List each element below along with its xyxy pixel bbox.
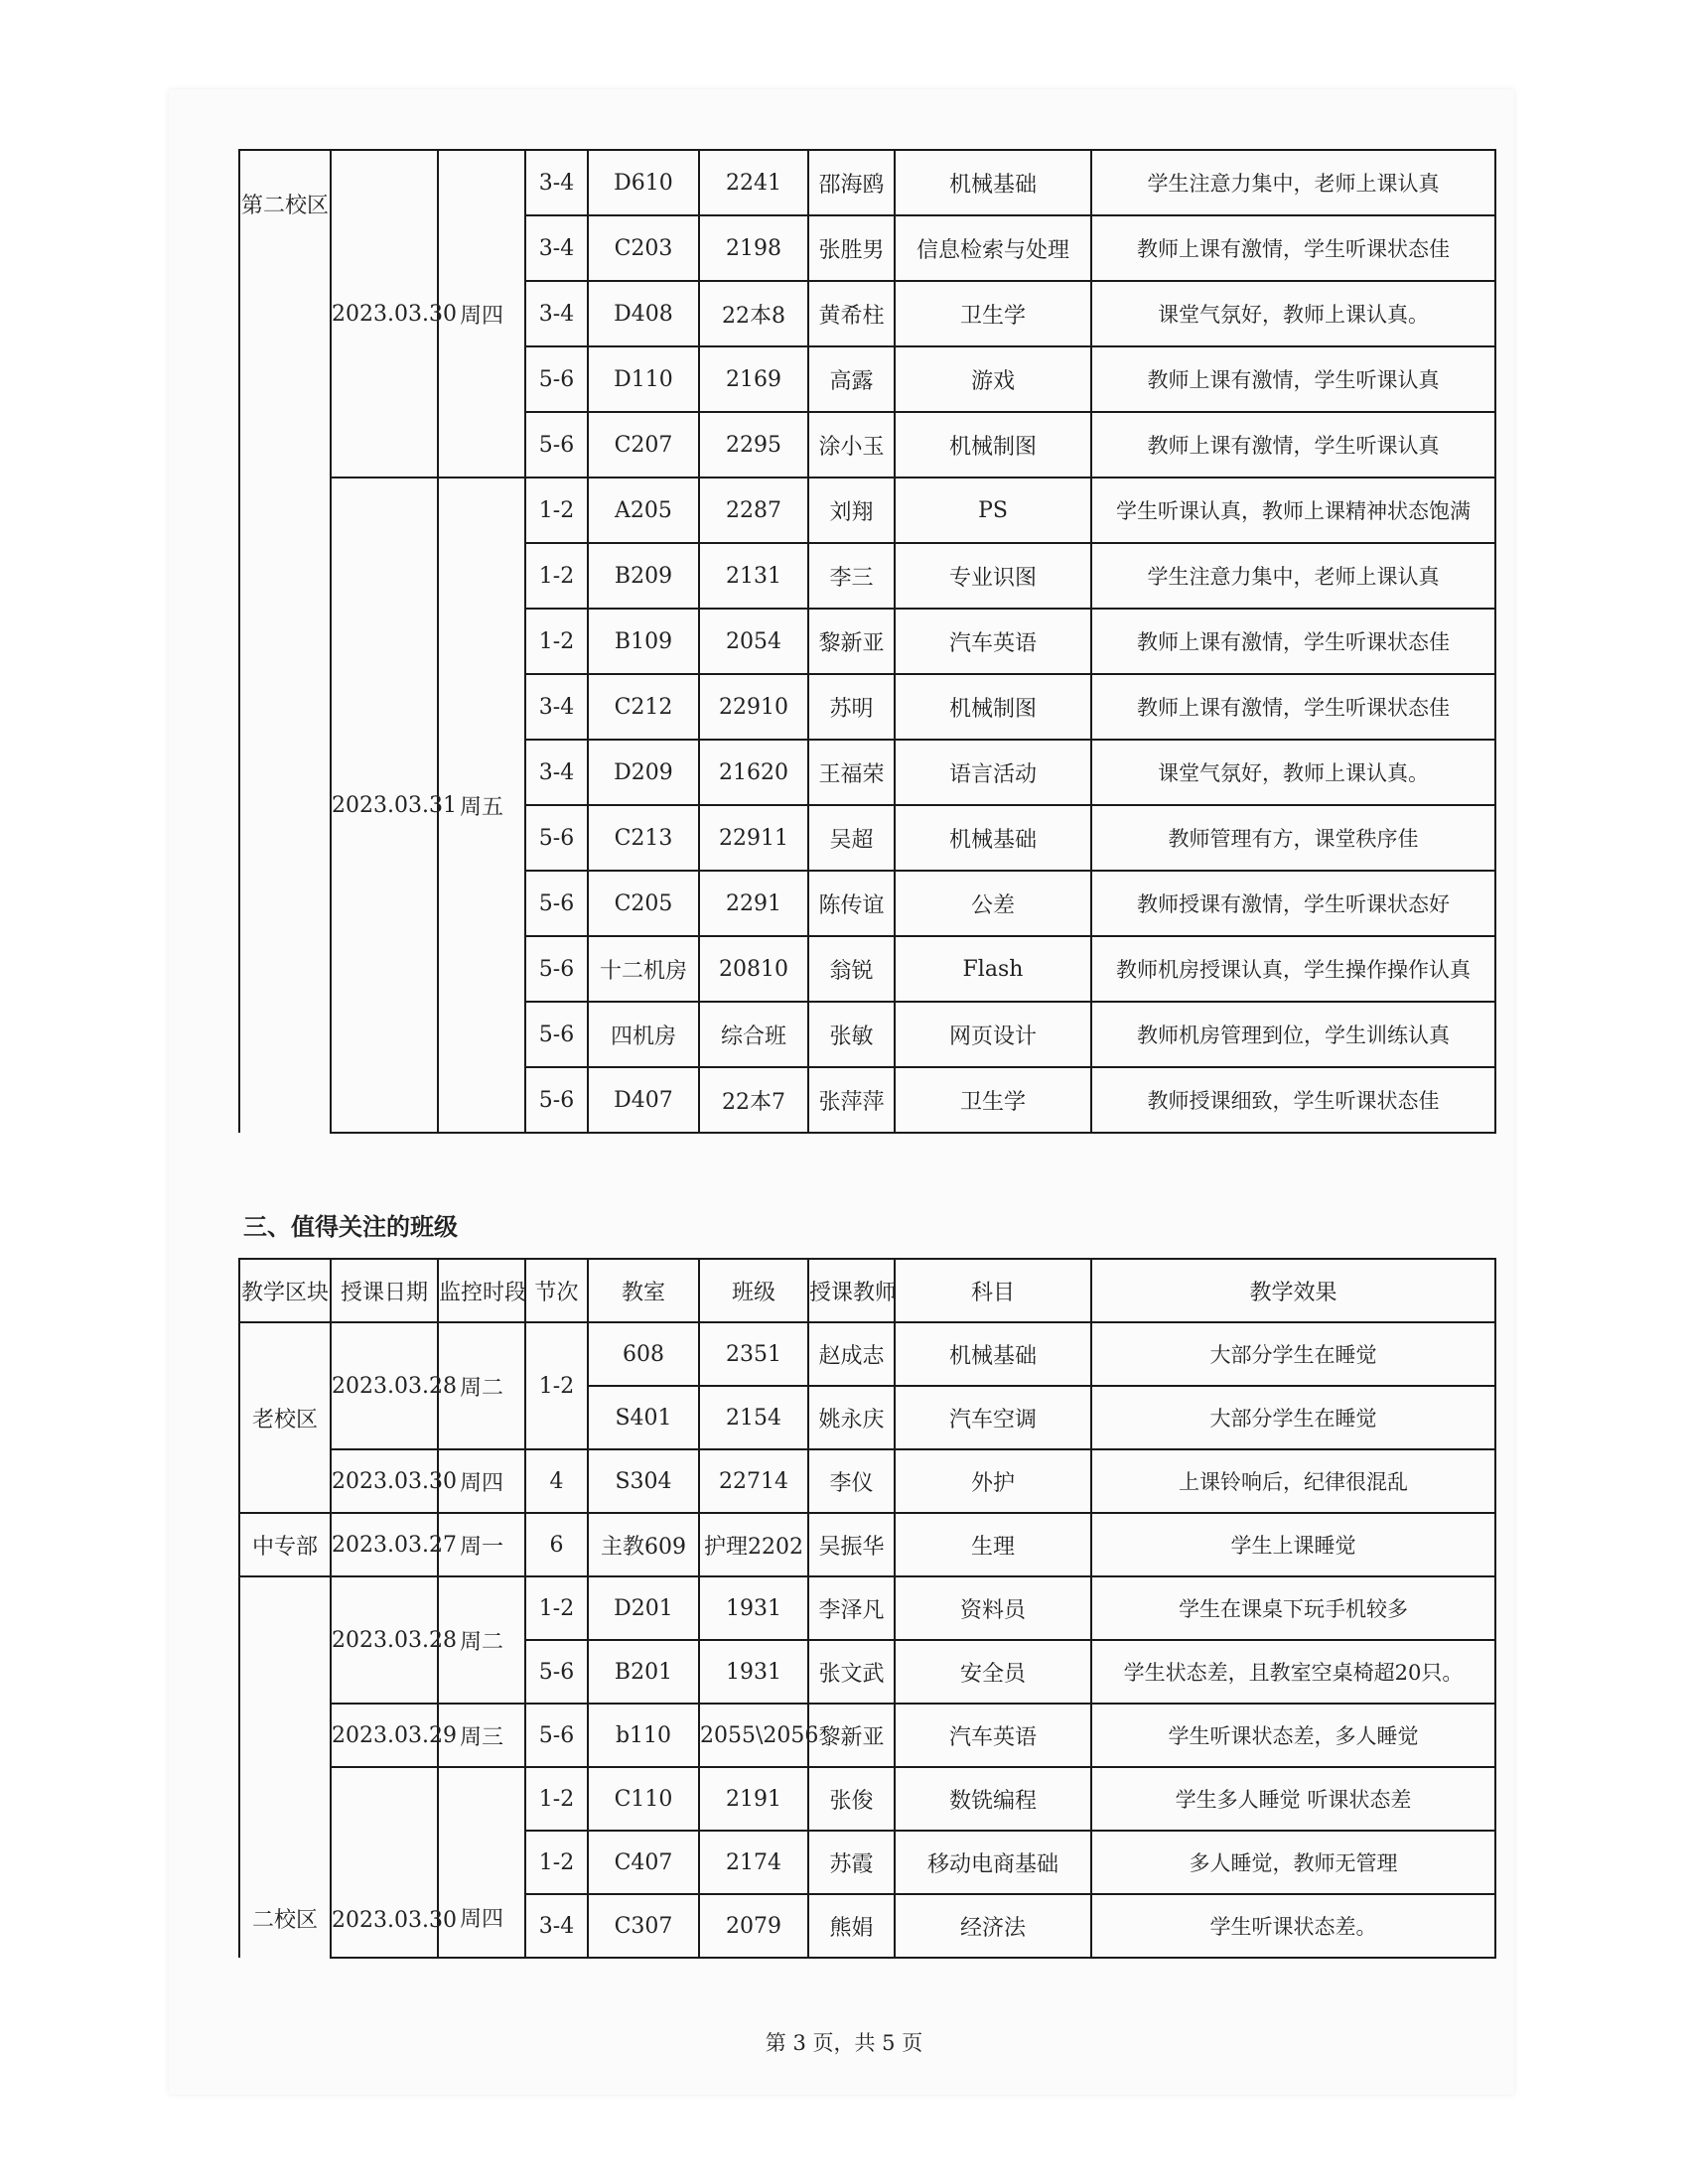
teacher-cell: 张胜男 <box>808 215 895 281</box>
column-header: 授课教师 <box>808 1259 895 1322</box>
effect-cell: 教师机房管理到位，学生训练认真 <box>1091 1002 1495 1067</box>
teacher-cell: 姚永庆 <box>808 1386 895 1449</box>
class-cell: 22本7 <box>699 1067 808 1133</box>
effect-cell: 多人睡觉，教师无管理 <box>1091 1831 1495 1894</box>
subject-cell: 信息检索与处理 <box>895 215 1091 281</box>
teacher-cell: 吴超 <box>808 805 895 871</box>
table-row <box>239 1767 1495 1831</box>
effect-cell: 学生注意力集中，老师上课认真 <box>1091 543 1495 609</box>
room-cell: D110 <box>588 346 699 412</box>
period-cell: 3-4 <box>525 740 588 805</box>
effect-cell: 学生上课睡觉 <box>1091 1513 1495 1576</box>
campus-cell: 中专部 <box>239 1513 331 1576</box>
period-cell: 1-2 <box>525 609 588 674</box>
date-cell: 2023.03.28 <box>331 1322 438 1449</box>
subject-cell: 专业识图 <box>895 543 1091 609</box>
column-header: 科目 <box>895 1259 1091 1322</box>
subject-cell: 汽车英语 <box>895 609 1091 674</box>
class-cell: 1931 <box>699 1576 808 1640</box>
column-header: 监控时段 <box>438 1259 525 1322</box>
effect-cell: 学生听课状态差，多人睡觉 <box>1091 1704 1495 1767</box>
class-cell: 22714 <box>699 1449 808 1513</box>
campus-cell: 二校区 <box>239 1576 331 1958</box>
class-cell: 2154 <box>699 1386 808 1449</box>
class-cell: 2054 <box>699 609 808 674</box>
teacher-cell: 苏明 <box>808 674 895 740</box>
period-cell: 5-6 <box>525 346 588 412</box>
weekday-cell: 周二 <box>438 1322 525 1449</box>
date-cell: 2023.03.28 <box>331 1576 438 1704</box>
teacher-cell: 李三 <box>808 543 895 609</box>
room-cell: S401 <box>588 1386 699 1449</box>
class-cell: 护理2202 <box>699 1513 808 1576</box>
class-cell: 22本8 <box>699 281 808 346</box>
class-cell: 20810 <box>699 936 808 1002</box>
effect-cell: 教师授课细致，学生听课状态佳 <box>1091 1067 1495 1133</box>
weekday-cell: 周四 <box>438 150 525 478</box>
period-cell: 5-6 <box>525 805 588 871</box>
period-cell: 5-6 <box>525 412 588 478</box>
column-header: 教室 <box>588 1259 699 1322</box>
teacher-cell: 邵海鸥 <box>808 150 895 215</box>
page-number: 第 3 页，共 5 页 <box>765 2031 923 2055</box>
section-title: 三、值得关注的班级 <box>243 1213 458 1241</box>
subject-cell: 数铣编程 <box>895 1767 1091 1831</box>
class-cell: 2198 <box>699 215 808 281</box>
subject-cell: 机械基础 <box>895 150 1091 215</box>
weekday-cell: 周三 <box>438 1704 525 1767</box>
teacher-cell: 吴振华 <box>808 1513 895 1576</box>
class-cell: 2169 <box>699 346 808 412</box>
effect-cell: 教师上课有激情，学生听课状态佳 <box>1091 609 1495 674</box>
effect-cell: 上课铃响后，纪律很混乱 <box>1091 1449 1495 1513</box>
table-row <box>239 1576 1495 1640</box>
table-row <box>239 150 1495 215</box>
period-cell: 6 <box>525 1513 588 1576</box>
period-cell: 5-6 <box>525 1704 588 1767</box>
room-cell: S304 <box>588 1449 699 1513</box>
teacher-cell: 黄希柱 <box>808 281 895 346</box>
room-cell: B209 <box>588 543 699 609</box>
class-cell: 2055\2056 <box>699 1704 808 1767</box>
effect-cell: 教师上课有激情，学生听课状态佳 <box>1091 215 1495 281</box>
room-cell: C213 <box>588 805 699 871</box>
teacher-cell: 黎新亚 <box>808 609 895 674</box>
class-cell: 22910 <box>699 674 808 740</box>
subject-cell: 汽车空调 <box>895 1386 1091 1449</box>
room-cell: 四机房 <box>588 1002 699 1067</box>
weekday-cell: 周四 <box>438 1767 525 1958</box>
period-cell: 5-6 <box>525 871 588 936</box>
room-cell: 十二机房 <box>588 936 699 1002</box>
attention-classes-table <box>238 1258 1496 1959</box>
table-row <box>239 1322 1495 1386</box>
effect-cell: 学生在课桌下玩手机较多 <box>1091 1576 1495 1640</box>
period-cell: 1-2 <box>525 478 588 543</box>
subject-cell: 机械基础 <box>895 1322 1091 1386</box>
effect-cell: 课堂气氛好，教师上课认真。 <box>1091 740 1495 805</box>
period-cell: 1-2 <box>525 1767 588 1831</box>
teacher-cell: 李泽凡 <box>808 1576 895 1640</box>
teacher-cell: 李仪 <box>808 1449 895 1513</box>
room-cell: C407 <box>588 1831 699 1894</box>
column-header: 教学区块 <box>239 1259 331 1322</box>
weekday-cell: 周四 <box>438 1449 525 1513</box>
subject-cell: 机械基础 <box>895 805 1091 871</box>
period-cell: 3-4 <box>525 1894 588 1958</box>
room-cell: D201 <box>588 1576 699 1640</box>
subject-cell: 机械制图 <box>895 674 1091 740</box>
period-cell: 3-4 <box>525 150 588 215</box>
room-cell: A205 <box>588 478 699 543</box>
subject-cell: 外护 <box>895 1449 1091 1513</box>
effect-cell: 教师上课有激情，学生听课认真 <box>1091 346 1495 412</box>
room-cell: C212 <box>588 674 699 740</box>
class-cell: 2287 <box>699 478 808 543</box>
period-cell: 3-4 <box>525 215 588 281</box>
table-row <box>239 478 1495 543</box>
table-row <box>239 1513 1495 1576</box>
subject-cell: 卫生学 <box>895 1067 1091 1133</box>
period-cell: 5-6 <box>525 1002 588 1067</box>
teacher-cell: 高露 <box>808 346 895 412</box>
column-header: 节次 <box>525 1259 588 1322</box>
class-cell: 2241 <box>699 150 808 215</box>
period-cell: 1-2 <box>525 1322 588 1449</box>
period-cell: 5-6 <box>525 1067 588 1133</box>
effect-cell: 学生听课认真，教师上课精神状态饱满 <box>1091 478 1495 543</box>
period-cell: 3-4 <box>525 674 588 740</box>
weekday-cell: 周五 <box>438 478 525 1133</box>
effect-cell: 课堂气氛好，教师上课认真。 <box>1091 281 1495 346</box>
effect-cell: 学生多人睡觉 听课状态差 <box>1091 1767 1495 1831</box>
effect-cell: 大部分学生在睡觉 <box>1091 1322 1495 1386</box>
date-cell: 2023.03.31 <box>331 478 438 1133</box>
class-cell: 2191 <box>699 1767 808 1831</box>
table-row <box>239 1704 1495 1767</box>
effect-cell: 教师上课有激情，学生听课状态佳 <box>1091 674 1495 740</box>
campus-cell: 第二校区 <box>239 150 331 1133</box>
subject-cell: 安全员 <box>895 1640 1091 1704</box>
room-cell: B109 <box>588 609 699 674</box>
teacher-cell: 苏霞 <box>808 1831 895 1894</box>
class-cell: 2131 <box>699 543 808 609</box>
date-cell: 2023.03.27 <box>331 1513 438 1576</box>
subject-cell: 机械制图 <box>895 412 1091 478</box>
subject-cell: 语言活动 <box>895 740 1091 805</box>
class-cell: 2079 <box>699 1894 808 1958</box>
effect-cell: 教师管理有方，课堂秩序佳 <box>1091 805 1495 871</box>
column-header: 教学效果 <box>1091 1259 1495 1322</box>
header-row <box>239 1259 1495 1322</box>
effect-cell: 学生状态差，且教室空桌椅超20只。 <box>1091 1640 1495 1704</box>
teacher-cell: 张俊 <box>808 1767 895 1831</box>
room-cell: D408 <box>588 281 699 346</box>
period-cell: 5-6 <box>525 1640 588 1704</box>
patrol-record-table <box>238 149 1496 1134</box>
effect-cell: 学生注意力集中，老师上课认真 <box>1091 150 1495 215</box>
period-cell: 1-2 <box>525 1831 588 1894</box>
room-cell: D209 <box>588 740 699 805</box>
date-cell: 2023.03.30 <box>331 1449 438 1513</box>
column-header: 授课日期 <box>331 1259 438 1322</box>
teacher-cell: 陈传谊 <box>808 871 895 936</box>
room-cell: 主教609 <box>588 1513 699 1576</box>
period-cell: 1-2 <box>525 1576 588 1640</box>
room-cell: B201 <box>588 1640 699 1704</box>
period-cell: 3-4 <box>525 281 588 346</box>
room-cell: C207 <box>588 412 699 478</box>
teacher-cell: 张文武 <box>808 1640 895 1704</box>
class-cell: 21620 <box>699 740 808 805</box>
campus-cell: 老校区 <box>239 1322 331 1513</box>
table-row <box>239 1449 1495 1513</box>
class-cell: 2351 <box>699 1322 808 1386</box>
subject-cell: Flash <box>895 936 1091 1002</box>
weekday-cell: 周二 <box>438 1576 525 1704</box>
period-cell: 4 <box>525 1449 588 1513</box>
date-cell: 2023.03.29 <box>331 1704 438 1767</box>
subject-cell: 生理 <box>895 1513 1091 1576</box>
room-cell: D407 <box>588 1067 699 1133</box>
teacher-cell: 张敏 <box>808 1002 895 1067</box>
teacher-cell: 王福荣 <box>808 740 895 805</box>
class-cell: 2174 <box>699 1831 808 1894</box>
room-cell: D610 <box>588 150 699 215</box>
room-cell: C203 <box>588 215 699 281</box>
class-cell: 22911 <box>699 805 808 871</box>
effect-cell: 教师上课有激情，学生听课认真 <box>1091 412 1495 478</box>
room-cell: 608 <box>588 1322 699 1386</box>
subject-cell: 经济法 <box>895 1894 1091 1958</box>
teacher-cell: 黎新亚 <box>808 1704 895 1767</box>
room-cell: C307 <box>588 1894 699 1958</box>
effect-cell: 教师机房授课认真，学生操作操作认真 <box>1091 936 1495 1002</box>
room-cell: C205 <box>588 871 699 936</box>
class-cell: 2291 <box>699 871 808 936</box>
class-cell: 综合班 <box>699 1002 808 1067</box>
subject-cell: 公差 <box>895 871 1091 936</box>
period-cell: 5-6 <box>525 936 588 1002</box>
weekday-cell: 周一 <box>438 1513 525 1576</box>
teacher-cell: 张萍萍 <box>808 1067 895 1133</box>
subject-cell: PS <box>895 478 1091 543</box>
period-cell: 1-2 <box>525 543 588 609</box>
teacher-cell: 熊娟 <box>808 1894 895 1958</box>
subject-cell: 汽车英语 <box>895 1704 1091 1767</box>
teacher-cell: 刘翔 <box>808 478 895 543</box>
column-header: 班级 <box>699 1259 808 1322</box>
effect-cell: 大部分学生在睡觉 <box>1091 1386 1495 1449</box>
class-cell: 2295 <box>699 412 808 478</box>
class-cell: 1931 <box>699 1640 808 1704</box>
date-cell: 2023.03.30 <box>331 150 438 478</box>
teacher-cell: 涂小玉 <box>808 412 895 478</box>
subject-cell: 移动电商基础 <box>895 1831 1091 1894</box>
effect-cell: 学生听课状态差。 <box>1091 1894 1495 1958</box>
room-cell: C110 <box>588 1767 699 1831</box>
subject-cell: 资料员 <box>895 1576 1091 1640</box>
teacher-cell: 翁锐 <box>808 936 895 1002</box>
subject-cell: 卫生学 <box>895 281 1091 346</box>
subject-cell: 游戏 <box>895 346 1091 412</box>
effect-cell: 教师授课有激情，学生听课状态好 <box>1091 871 1495 936</box>
subject-cell: 网页设计 <box>895 1002 1091 1067</box>
date-cell: 2023.03.30 <box>331 1767 438 1958</box>
room-cell: b110 <box>588 1704 699 1767</box>
teacher-cell: 赵成志 <box>808 1322 895 1386</box>
